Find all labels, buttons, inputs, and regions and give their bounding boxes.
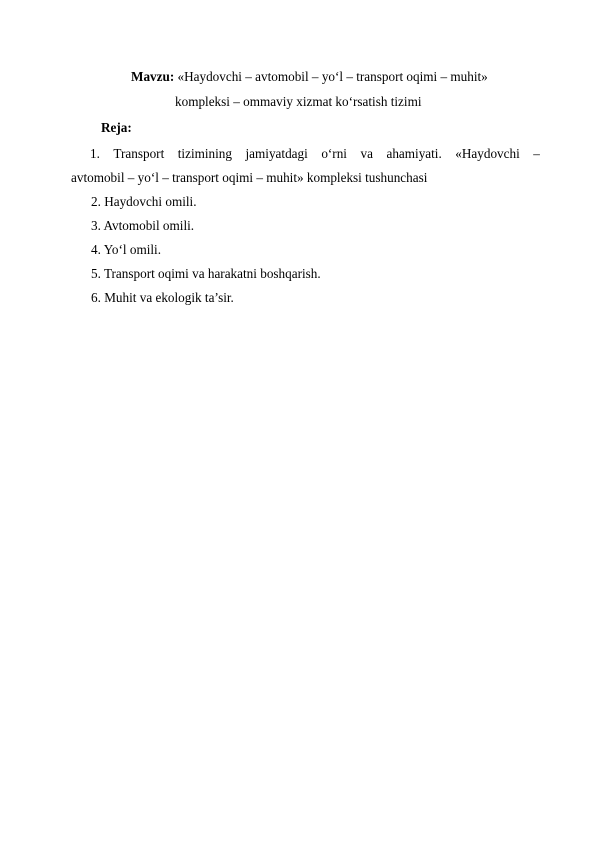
plan-item-1-line-2: avtomobil – yo‘l – transport oqimi – muhit» kompleksi tushunchasi	[71, 170, 428, 185]
plan-item-1-word: tizimining	[177, 146, 232, 161]
plan-item-1-line-1	[90, 146, 540, 162]
plan-item-1-word: jamiyatdagi	[245, 146, 308, 161]
plan-item-1-word: o‘rni	[321, 146, 347, 161]
topic-line-1	[131, 69, 488, 85]
plan-item-1-word: ahamiyati.	[386, 146, 442, 161]
plan-item-1-word: –	[533, 146, 540, 161]
topic-text-2: kompleksi – ommaviy xizmat ko‘rsatish tizimi	[175, 94, 422, 109]
plan-item-1-word: va	[360, 146, 373, 161]
topic-line-2	[175, 94, 422, 110]
plan-item-2: 2. Haydovchi omili.	[91, 194, 197, 209]
plan-item-6: 6. Muhit va ekologik ta’sir.	[91, 290, 234, 305]
plan-item-5: 5. Transport oqimi va harakatni boshqarish.	[91, 266, 321, 281]
plan-item-1-word: «Haydovchi	[455, 146, 520, 161]
topic-label: Mavzu:	[131, 69, 175, 84]
plan-item-1-word: Transport	[113, 146, 165, 161]
topic-text-1: «Haydovchi – avtomobil – yo‘l – transport oqimi – muhit»	[177, 69, 488, 84]
plan-item-4: 4. Yo‘l omili.	[91, 242, 161, 257]
plan-item-3: 3. Avtomobil omili.	[91, 218, 195, 233]
plan-heading: Reja:	[101, 120, 132, 135]
plan-item-1-number: 1.	[90, 146, 100, 161]
